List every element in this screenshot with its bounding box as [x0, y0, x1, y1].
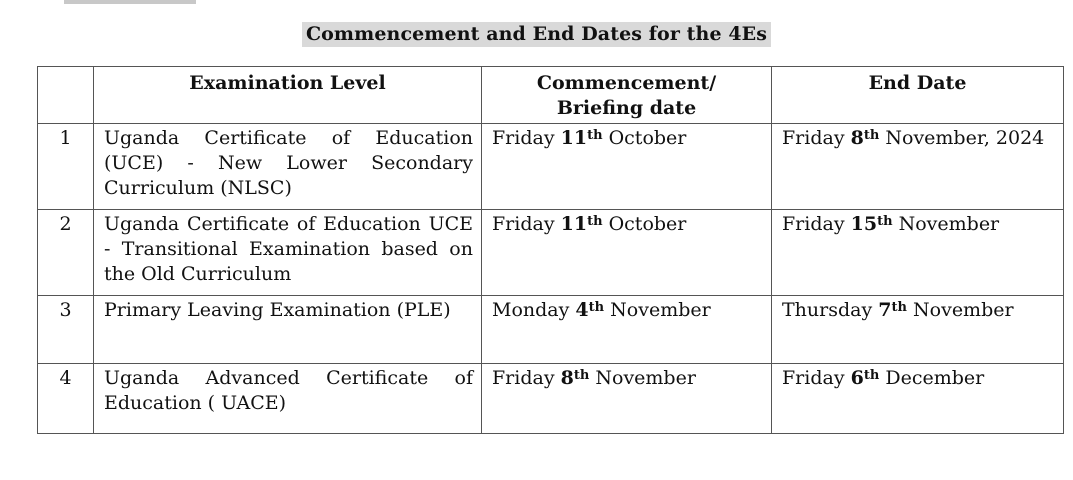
table-row: [38, 296, 1064, 364]
header-end-date: End Date: [772, 67, 1064, 124]
row-number: 2: [38, 210, 94, 296]
end-date: Friday 15th November: [772, 210, 1064, 296]
examination-level: Primary Leaving Examination (PLE): [94, 296, 482, 364]
header-examination-level: Examination Level: [94, 67, 482, 124]
end-date: Friday 8th November, 2024: [772, 124, 1064, 210]
header-commencement-date: Commencement/ Briefing date: [482, 67, 772, 124]
examination-level: Uganda Advanced Certificate of Education ( UACE): [94, 364, 482, 434]
commencement-date: Friday 11th October: [482, 124, 772, 210]
commencement-date: Monday 4th November: [482, 296, 772, 364]
commencement-date: Friday 11th October: [482, 210, 772, 296]
row-number: 3: [38, 296, 94, 364]
examination-level: Uganda Certificate of Education (UCE) - New Lower Secondary Curriculum (NLSC): [94, 124, 482, 210]
row-number: 4: [38, 364, 94, 434]
document-title: Commencement and End Dates for the 4Es: [302, 22, 771, 47]
header-number: [38, 67, 94, 124]
table-header-row: [38, 67, 1064, 124]
exam-dates-table: [37, 66, 1064, 434]
top-decorative-mark: [64, 0, 196, 4]
end-date: Friday 6th December: [772, 364, 1064, 434]
end-date: Thursday 7th November: [772, 296, 1064, 364]
table-row: [38, 124, 1064, 210]
row-number: 1: [38, 124, 94, 210]
title-container: [0, 22, 1073, 47]
table-row: [38, 364, 1064, 434]
examination-level: Uganda Certificate of Education UCE - Transitional Examination based on the Old Curriculum: [94, 210, 482, 296]
table-row: [38, 210, 1064, 296]
commencement-date: Friday 8th November: [482, 364, 772, 434]
